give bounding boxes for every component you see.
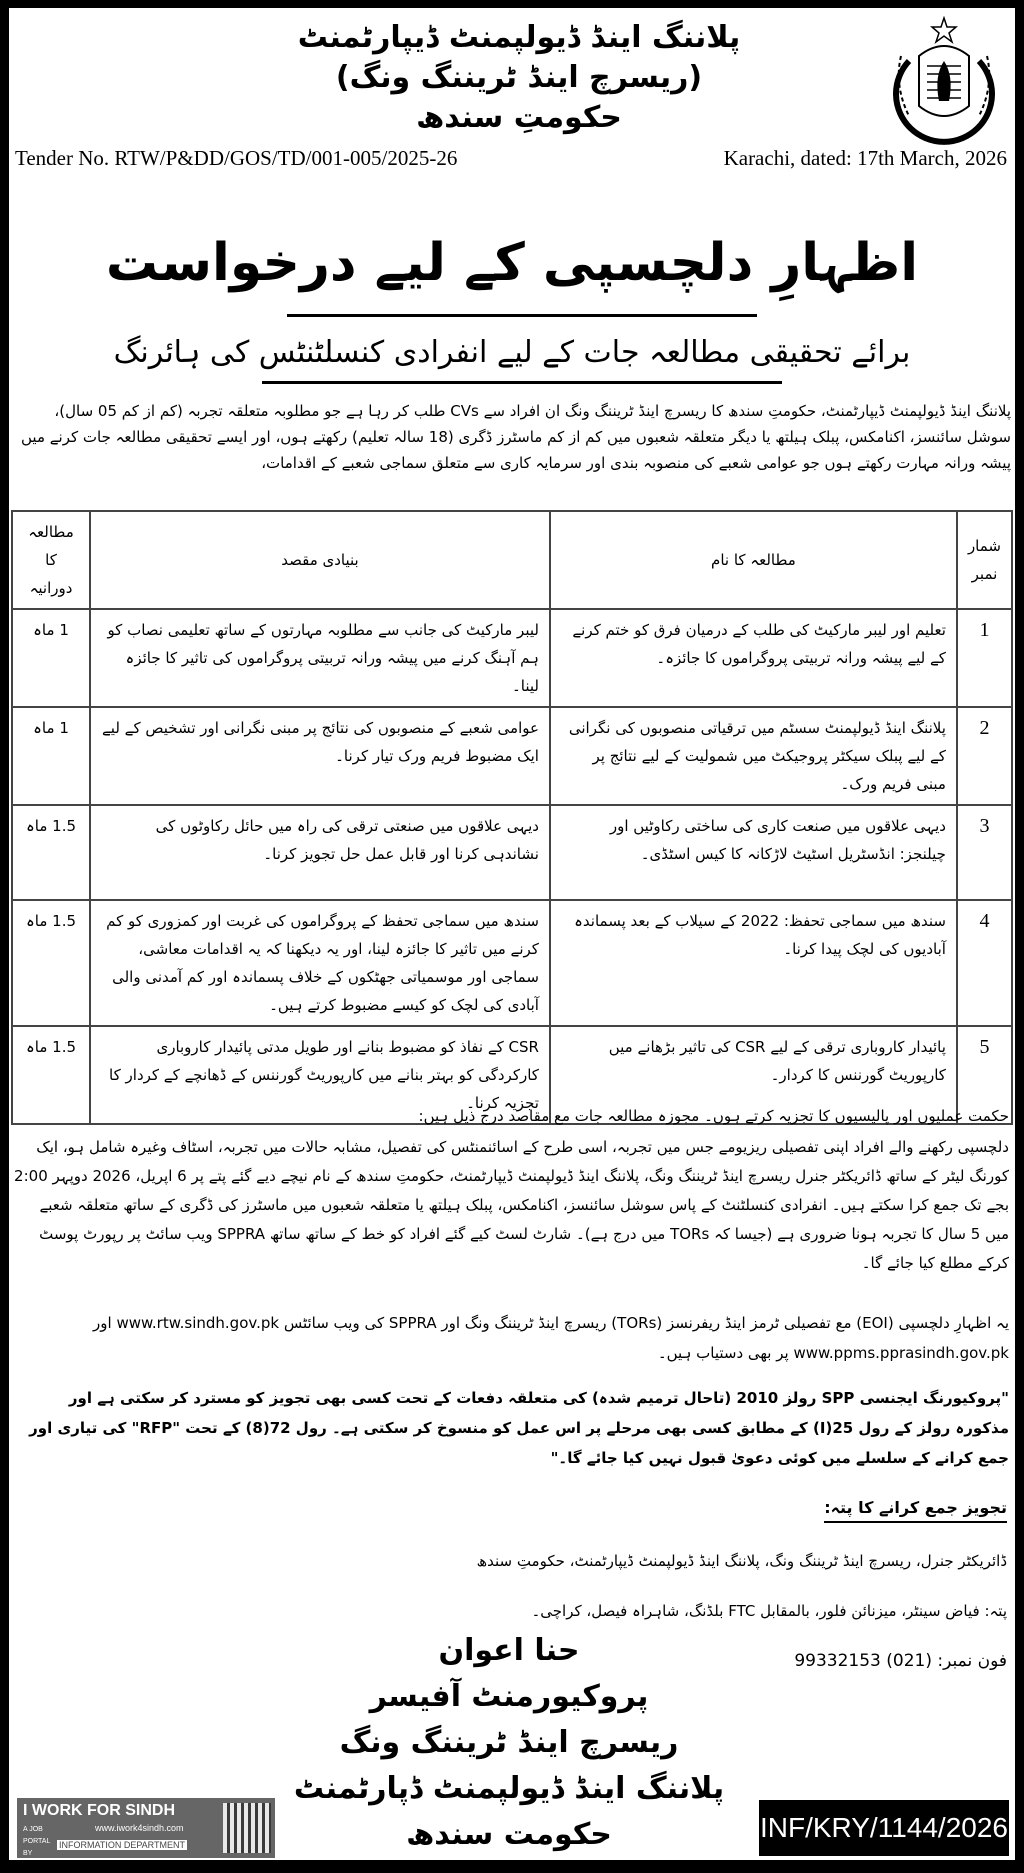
duration-cell: 1 ماہ bbox=[12, 707, 90, 805]
header-study-name: مطالعہ کا نام bbox=[550, 511, 957, 609]
signatory-government: حکومت سندھ bbox=[406, 1817, 612, 1852]
header-wing: (ریسرچ اینڈ ٹریننگ ونگ) bbox=[335, 60, 703, 95]
objective-cell: لیبر مارکیٹ کی جانب سے مطلوبہ مہارتوں کے ساتھ تعلیمی نصاب کو ہم آہنگ کرنے میں پیشہ ورانہ تربیتی پروگراموں کی تاثیر کا جائزہ لینا۔ bbox=[90, 609, 550, 707]
phone-number: فون نمبر: (021) 99332153 bbox=[794, 1651, 1007, 1671]
serial-cell: 1 bbox=[957, 609, 1012, 707]
page-title: اظہارِ دلچسپی کے لیے درخواست bbox=[105, 233, 919, 293]
header bbox=[209, 18, 829, 138]
logo-department: INFORMATION DEPARTMENT bbox=[59, 1840, 185, 1850]
header-duration: مطالعہ کا دورانیہ bbox=[12, 511, 90, 609]
studies-table-body bbox=[12, 609, 1012, 1124]
header-serial: شمار نمبر bbox=[957, 511, 1012, 609]
rules-paragraph: "پروکیورنگ ایجنسی SPP رولز 2010 (تاحال ترمیم شدہ) کی متعلقہ دفعات کے تحت کسی بھی تجویز کو مسترد کر سکتی ہے اور مذکورہ رولز کے رول 25(I) کے مطابق کسی بھی مرحلے پر اس عمل کو منسوخ کر سکتی ہے۔ رول 72(8) کے تحت "RFP" کی تیاری اور جمع کرانے کے سلسلے میں کوئی دعویٰ قبول نہیں کیا جائے گا۔" bbox=[29, 1389, 1009, 1467]
objective-cell: CSR کے نفاذ کو مضبوط بنانے اور طویل مدتی پائیدار کاروباری کارکردگی کو بہتر بنانے میں کارپوریٹ گورننس کے ڈھانچے کے کردار کا تجزیہ کرنا۔ bbox=[90, 1026, 550, 1124]
subtitle-divider bbox=[262, 381, 782, 384]
study-name-cell: پلاننگ اینڈ ڈیولپمنٹ سسٹم میں ترقیاتی منصوبوں کی نگرانی کے لیے پبلک سیکٹر پروجیکٹ میں شمولیت کے لیے نتائج پر مبنی فریم ورک۔ bbox=[550, 707, 957, 805]
logo-url: www.iwork4sindh.com bbox=[95, 1823, 184, 1833]
intro-paragraph: پلاننگ اینڈ ڈیولپمنٹ ڈیپارٹمنٹ، حکومتِ سندھ کا ریسرچ اینڈ ٹریننگ ونگ ان افراد سے CVs طلب کر رہا ہے جو مطلوبہ متعلقہ تجربہ (کم از کم 05 سال)، سوشل سائنسز، اکنامکس، پبلک ہیلتھ یا دیگر متعلقہ شعبوں میں کم از کم ماسٹرز ڈگری (18 سالہ تعلیم) رکھتے ہوں، اور ایسے تحقیقی مطالعہ جات کرنے میں پیشہ ورانہ مہارت رکھتے ہوں جو عوامی شعبے کی منصوبہ بندی اور سرمایہ کاری سے متعلق سماجی شعبے کے اقدامات، bbox=[21, 402, 1011, 472]
subtitle: برائے تحقیقی مطالعہ جات کے لیے انفرادی کنسلٹنٹس کی ہائرنگ bbox=[113, 335, 911, 370]
duration-cell: 1.5 ماہ bbox=[12, 1026, 90, 1124]
title-divider bbox=[287, 314, 757, 317]
after-table-text: حکمت عملیوں اور پالیسیوں کا تجزیہ کرتے ہوں۔ مجوزہ مطالعہ جات مع مقاصد درج ذیل ہیں: bbox=[418, 1107, 1009, 1125]
reference-number: INF/KRY/1144/2026 bbox=[759, 1800, 1009, 1856]
logo-title: I WORK FOR SINDH bbox=[23, 1802, 175, 1819]
signatory-department: پلاننگ اینڈ ڈیولپمنٹ ڈپارٹمنٹ bbox=[293, 1771, 725, 1806]
serial-cell: 3 bbox=[957, 805, 1012, 900]
table-row bbox=[12, 707, 1012, 805]
signatory-name: حنا اعوان bbox=[438, 1633, 580, 1668]
qr-code-icon bbox=[223, 1803, 271, 1853]
tender-number: Tender No. RTW/P&DD/GOS/TD/001-005/2025-26 bbox=[15, 146, 458, 170]
serial-cell: 5 bbox=[957, 1026, 1012, 1124]
addressee: ڈائریکٹر جنرل، ریسرچ اینڈ ٹریننگ ونگ، پلاننگ اینڈ ڈیولپمنٹ ڈیپارٹمنٹ، حکومتِ سندھ bbox=[476, 1552, 1007, 1570]
header-objective: بنیادی مقصد bbox=[90, 511, 550, 609]
signature-block bbox=[239, 1628, 779, 1858]
objective-cell: عوامی شعبے کے منصوبوں کی نتائج پر مبنی نگرانی اور تشخیص کے لیے ایک مضبوط فریم ورک تیار کرنا۔ bbox=[90, 707, 550, 805]
logo-tagline: A JOB PORTAL BY bbox=[23, 1826, 51, 1857]
tender-notice bbox=[9, 8, 1015, 1860]
table-header-row bbox=[12, 511, 1012, 609]
study-name-cell: پائیدار کاروباری ترقی کے لیے CSR کی تاثیر بڑھانے میں کارپوریٹ گورننس کا کردار۔ bbox=[550, 1026, 957, 1124]
table-row bbox=[12, 805, 1012, 900]
signatory-wing: ریسرچ اینڈ ٹریننگ ونگ bbox=[339, 1725, 679, 1760]
serial-cell: 2 bbox=[957, 707, 1012, 805]
studies-table bbox=[11, 510, 1013, 1125]
header-department: پلاننگ اینڈ ڈیولپمنٹ ڈیپارٹمنٹ bbox=[297, 20, 741, 55]
address-heading: تجویز جمع کرانے کا پتہ: bbox=[824, 1498, 1007, 1523]
study-name-cell: سندھ میں سماجی تحفظ: 2022 کے سیلاب کے بعد پسماندہ آبادیوں کی لچک پیدا کرنا۔ bbox=[550, 900, 957, 1026]
signatory-designation: پروکیورمنٹ آفیسر bbox=[369, 1679, 649, 1714]
serial-cell: 4 bbox=[957, 900, 1012, 1026]
address: پتہ: فیاض سینٹر، میزنائن فلور، بالمقابل FTC بلڈنگ، شاہراہ فیصل، کراچی۔ bbox=[531, 1602, 1007, 1620]
table-row bbox=[12, 609, 1012, 707]
duration-cell: 1 ماہ bbox=[12, 609, 90, 707]
study-name-cell: دیہی علاقوں میں صنعت کاری کی ساختی رکاوٹیں اور چیلنجز: انڈسٹریل اسٹیٹ لاڑکانہ کا کیس اسٹڈی۔ bbox=[550, 805, 957, 900]
date: Karachi, dated: 17th March, 2026 bbox=[723, 146, 1007, 170]
submission-paragraph: دلچسپی رکھنے والے افراد اپنی تفصیلی ریزیومے جس میں تجربہ، اسی طرح کے اسائنمنٹس کی تفصیل، مشابہ حالات میں تجربہ، اسٹاف وغیرہ شامل ہو، ایک کورنگ لیٹر کے ساتھ ڈائریکٹر جنرل ریسرچ اینڈ ٹریننگ ونگ، پلاننگ اینڈ ڈیولپمنٹ ڈیپارٹمنٹ، حکومتِ سندھ کے نام نیچے دیے گئے پتے پر 6 اپریل، 2026 دوپہر 2:00 بجے تک جمع کرا سکتے ہیں۔ انفرادی کنسلٹنٹ کے پاس سوشل سائنسز، اکنامکس، پبلک ہیلتھ یا متعلقہ شعبوں میں ماسٹرز کی ڈگری کے ساتھ متعلقہ شعبے میں 5 سال کا تجربہ ہونا ضروری ہے (جیسا کہ TORs میں درج ہے)۔ شارٹ لسٹ کیے گئے افراد کو خط کے ساتھ ساتھ SPPRA ویب سائٹ پر رپورٹ پوسٹ کرکے مطلع کیا جائے گا۔ bbox=[14, 1138, 1009, 1272]
eoi-paragraph: یہ اظہارِ دلچسپی (EOI) مع تفصیلی ٹرمز اینڈ ریفرنسز (TORs) ریسرچ اینڈ ٹریننگ ونگ اور SPPRA کی ویب سائٹس www.rtw.sindh.gov.pk اور www.ppms.pprasindh.gov.pk پر بھی دستیاب ہیں۔ bbox=[93, 1314, 1009, 1362]
objective-cell: سندھ میں سماجی تحفظ کے پروگراموں کی غربت اور کمزوری کو کم کرنے میں تاثیر کا جائزہ لینا، اور یہ دیکھنا کہ یہ اقدامات معاشی، سماجی اور موسمیاتی جھٹکوں کے خلاف پسماندہ اور کم آمدنی والی آبادی کی لچک کو کیسے مضبوط کرتے ہیں۔ bbox=[90, 900, 550, 1026]
duration-cell: 1.5 ماہ bbox=[12, 900, 90, 1026]
government-of-sindh-seal-icon bbox=[889, 16, 999, 151]
study-name-cell: تعلیم اور لیبر مارکیٹ کی طلب کے درمیان فرق کو ختم کرنے کے لیے پیشہ ورانہ تربیتی پروگراموں کا جائزہ۔ bbox=[550, 609, 957, 707]
iwork-for-sindh-logo bbox=[17, 1798, 275, 1858]
objective-cell: دیہی علاقوں میں صنعتی ترقی کی راہ میں حائل رکاوٹوں کی نشاندہی کرنا اور قابل عمل حل تجویز کرنا۔ bbox=[90, 805, 550, 900]
duration-cell: 1.5 ماہ bbox=[12, 805, 90, 900]
table-row bbox=[12, 900, 1012, 1026]
header-government: حکومتِ سندھ bbox=[416, 100, 622, 135]
